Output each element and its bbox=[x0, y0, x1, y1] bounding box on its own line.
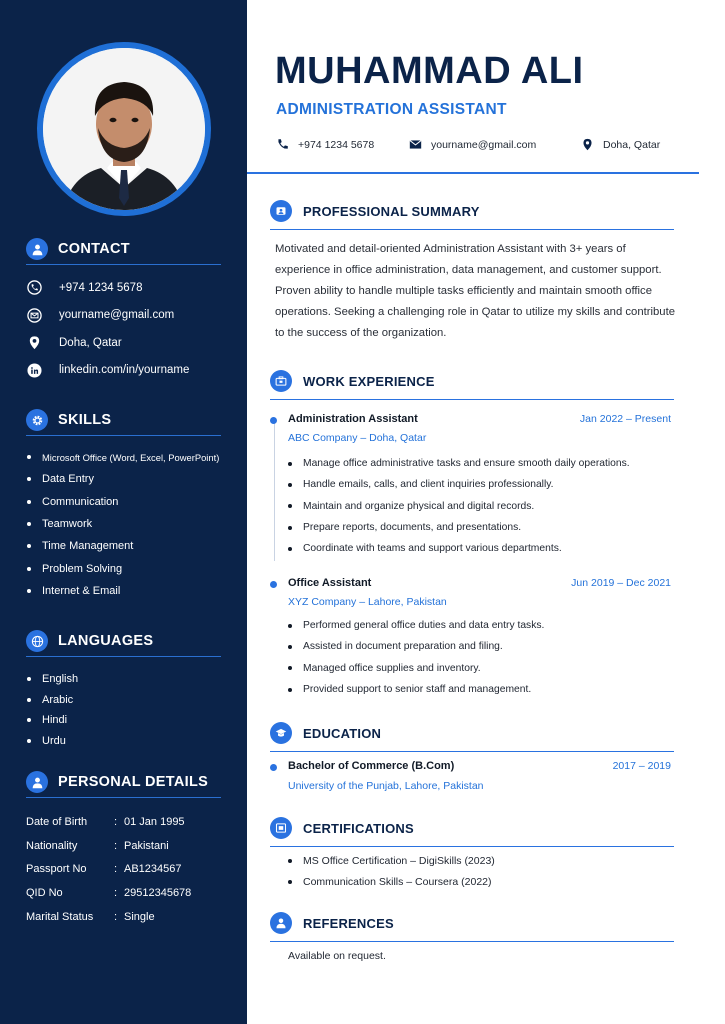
personal-details-title: PERSONAL DETAILS bbox=[58, 774, 209, 790]
job-title: Administration Assistant bbox=[288, 413, 418, 425]
globe-icon bbox=[26, 630, 48, 652]
phone-icon bbox=[26, 280, 42, 296]
contact-email-text: yourname@gmail.com bbox=[59, 309, 175, 322]
contact-location bbox=[26, 329, 221, 357]
skill-item: Time Management bbox=[26, 535, 221, 557]
sidebar bbox=[0, 0, 247, 1024]
job-company: XYZ Company – Lahore, Pakistan bbox=[288, 596, 447, 608]
briefcase-icon bbox=[270, 370, 292, 392]
header-email[interactable] bbox=[409, 138, 536, 151]
timeline-dot bbox=[270, 417, 277, 424]
personal-detail-row: Passport No : AB1234567 bbox=[26, 863, 182, 876]
language-item: Arabic bbox=[26, 690, 221, 711]
job-bullet: Maintain and organize physical and digital records. bbox=[288, 496, 678, 517]
personal-details-heading bbox=[26, 772, 221, 798]
references-heading bbox=[270, 909, 674, 937]
contact-email[interactable] bbox=[26, 302, 221, 330]
skills-title: SKILLS bbox=[58, 412, 112, 428]
email-icon bbox=[26, 307, 42, 323]
header-email-text: yourname@gmail.com bbox=[431, 138, 537, 151]
personal-detail-row: QID No : 29512345678 bbox=[26, 887, 192, 900]
certifications-title: CERTIFICATIONS bbox=[303, 820, 414, 836]
certifications-heading bbox=[270, 814, 674, 842]
summary-heading bbox=[270, 197, 674, 225]
contact-linkedin[interactable] bbox=[26, 357, 221, 385]
degree-school: University of the Punjab, Lahore, Pakistan bbox=[288, 780, 484, 792]
job-title: Office Assistant bbox=[288, 577, 372, 589]
languages-title: LANGUAGES bbox=[58, 633, 154, 649]
skill-item: Microsoft Office (Word, Excel, PowerPoint) bbox=[26, 446, 221, 468]
timeline-line bbox=[274, 423, 275, 561]
graduation-cap-icon bbox=[270, 722, 292, 744]
header-divider bbox=[247, 172, 699, 174]
summary-icon bbox=[270, 200, 292, 222]
experience-divider bbox=[270, 399, 674, 401]
skill-item: Teamwork bbox=[26, 513, 221, 535]
certification-item: Communication Skills – Coursera (2022) bbox=[288, 876, 492, 888]
email-icon bbox=[409, 138, 422, 151]
references-divider bbox=[270, 941, 674, 943]
contact-phone-text: +974 1234 5678 bbox=[59, 281, 143, 294]
job-bullet: Coordinate with teams and support various departments. bbox=[288, 538, 678, 559]
main-content bbox=[247, 0, 725, 1024]
experience-heading bbox=[270, 367, 674, 395]
contact-linkedin-text: linkedin.com/in/yourname bbox=[59, 364, 190, 377]
profile-photo bbox=[43, 48, 205, 210]
certificate-icon bbox=[270, 817, 292, 839]
skills-heading bbox=[26, 410, 221, 436]
job-bullet: Performed general office duties and data entry tasks. bbox=[288, 615, 678, 636]
skills-section bbox=[26, 410, 221, 602]
contact-phone[interactable] bbox=[26, 274, 221, 302]
summary-title: PROFESSIONAL SUMMARY bbox=[303, 203, 480, 219]
skill-item: Problem Solving bbox=[26, 557, 221, 579]
header-location-text: Doha, Qatar bbox=[603, 138, 661, 151]
degree-title: Bachelor of Commerce (B.Com) bbox=[288, 760, 455, 772]
gear-icon bbox=[26, 409, 48, 431]
timeline-dot bbox=[270, 581, 277, 588]
education-heading bbox=[270, 719, 674, 747]
job-bullet: Prepare reports, documents, and presentations. bbox=[288, 517, 678, 538]
contact-section bbox=[26, 239, 221, 384]
personal-detail-row: Marital Status : Single bbox=[26, 911, 155, 924]
job-bullet: Manage office administrative tasks and ensure smooth daily operations. bbox=[288, 453, 678, 474]
job-dates: Jan 2022 – Present bbox=[579, 413, 671, 425]
header-contacts bbox=[276, 138, 676, 156]
user-icon bbox=[26, 238, 48, 260]
candidate-role: ADMINISTRATION ASSISTANT bbox=[276, 101, 507, 118]
job-bullet: Handle emails, calls, and client inquiries professionally. bbox=[288, 474, 678, 495]
header-location bbox=[581, 138, 660, 151]
location-icon bbox=[581, 138, 594, 151]
education-dot bbox=[270, 764, 277, 771]
job-bullet: Managed office supplies and inventory. bbox=[288, 658, 678, 679]
languages-heading bbox=[26, 631, 221, 657]
contact-location-text: Doha, Qatar bbox=[59, 336, 122, 349]
language-item: English bbox=[26, 669, 221, 690]
references-text: Available on request. bbox=[288, 950, 386, 962]
job-company: ABC Company – Doha, Qatar bbox=[288, 432, 427, 444]
personal-detail-row: Date of Birth : 01 Jan 1995 bbox=[26, 815, 185, 828]
candidate-name: MUHAMMAD ALI bbox=[275, 50, 584, 92]
skill-item: Internet & Email bbox=[26, 580, 221, 602]
degree-dates: 2017 – 2019 bbox=[612, 760, 671, 772]
job-responsibilities bbox=[288, 615, 678, 700]
header-phone[interactable] bbox=[276, 138, 374, 151]
language-item: Urdu bbox=[26, 731, 221, 752]
languages-section bbox=[26, 631, 221, 751]
contact-title: CONTACT bbox=[58, 241, 130, 257]
certifications-divider bbox=[270, 846, 674, 848]
phone-icon bbox=[276, 138, 289, 151]
language-item: Hindi bbox=[26, 710, 221, 731]
contact-heading bbox=[26, 239, 221, 265]
summary-divider bbox=[270, 229, 674, 231]
user-icon bbox=[270, 912, 292, 934]
job-responsibilities bbox=[288, 453, 678, 559]
skill-item: Data Entry bbox=[26, 468, 221, 490]
personal-details-section bbox=[26, 772, 221, 929]
references-title: REFERENCES bbox=[303, 915, 394, 931]
education-divider bbox=[270, 751, 674, 753]
experience-title: WORK EXPERIENCE bbox=[303, 373, 435, 389]
job-dates: Jun 2019 – Dec 2021 bbox=[571, 577, 671, 589]
certification-item: MS Office Certification – DigiSkills (2023) bbox=[288, 855, 495, 867]
header-phone-text: +974 1234 5678 bbox=[298, 138, 375, 151]
location-icon bbox=[26, 335, 42, 351]
personal-detail-row: Nationality : Pakistani bbox=[26, 839, 169, 852]
job-bullet: Assisted in document preparation and filing. bbox=[288, 636, 678, 657]
profile-photo-frame bbox=[37, 42, 211, 216]
user-icon bbox=[26, 771, 48, 793]
education-title: EDUCATION bbox=[303, 725, 382, 741]
skill-item: Communication bbox=[26, 491, 221, 513]
linkedin-icon bbox=[26, 362, 42, 378]
job-bullet: Provided support to senior staff and management. bbox=[288, 679, 678, 700]
summary-text: Motivated and detail-oriented Administration Assistant with 3+ years of experience in office administration, data management, and customer support. Proven ability to handle multiple tasks efficiently and maintain smooth office operations. Seeking a challenging role in Qatar to utilize my skills and contribute to the success of the organization. bbox=[275, 243, 676, 339]
